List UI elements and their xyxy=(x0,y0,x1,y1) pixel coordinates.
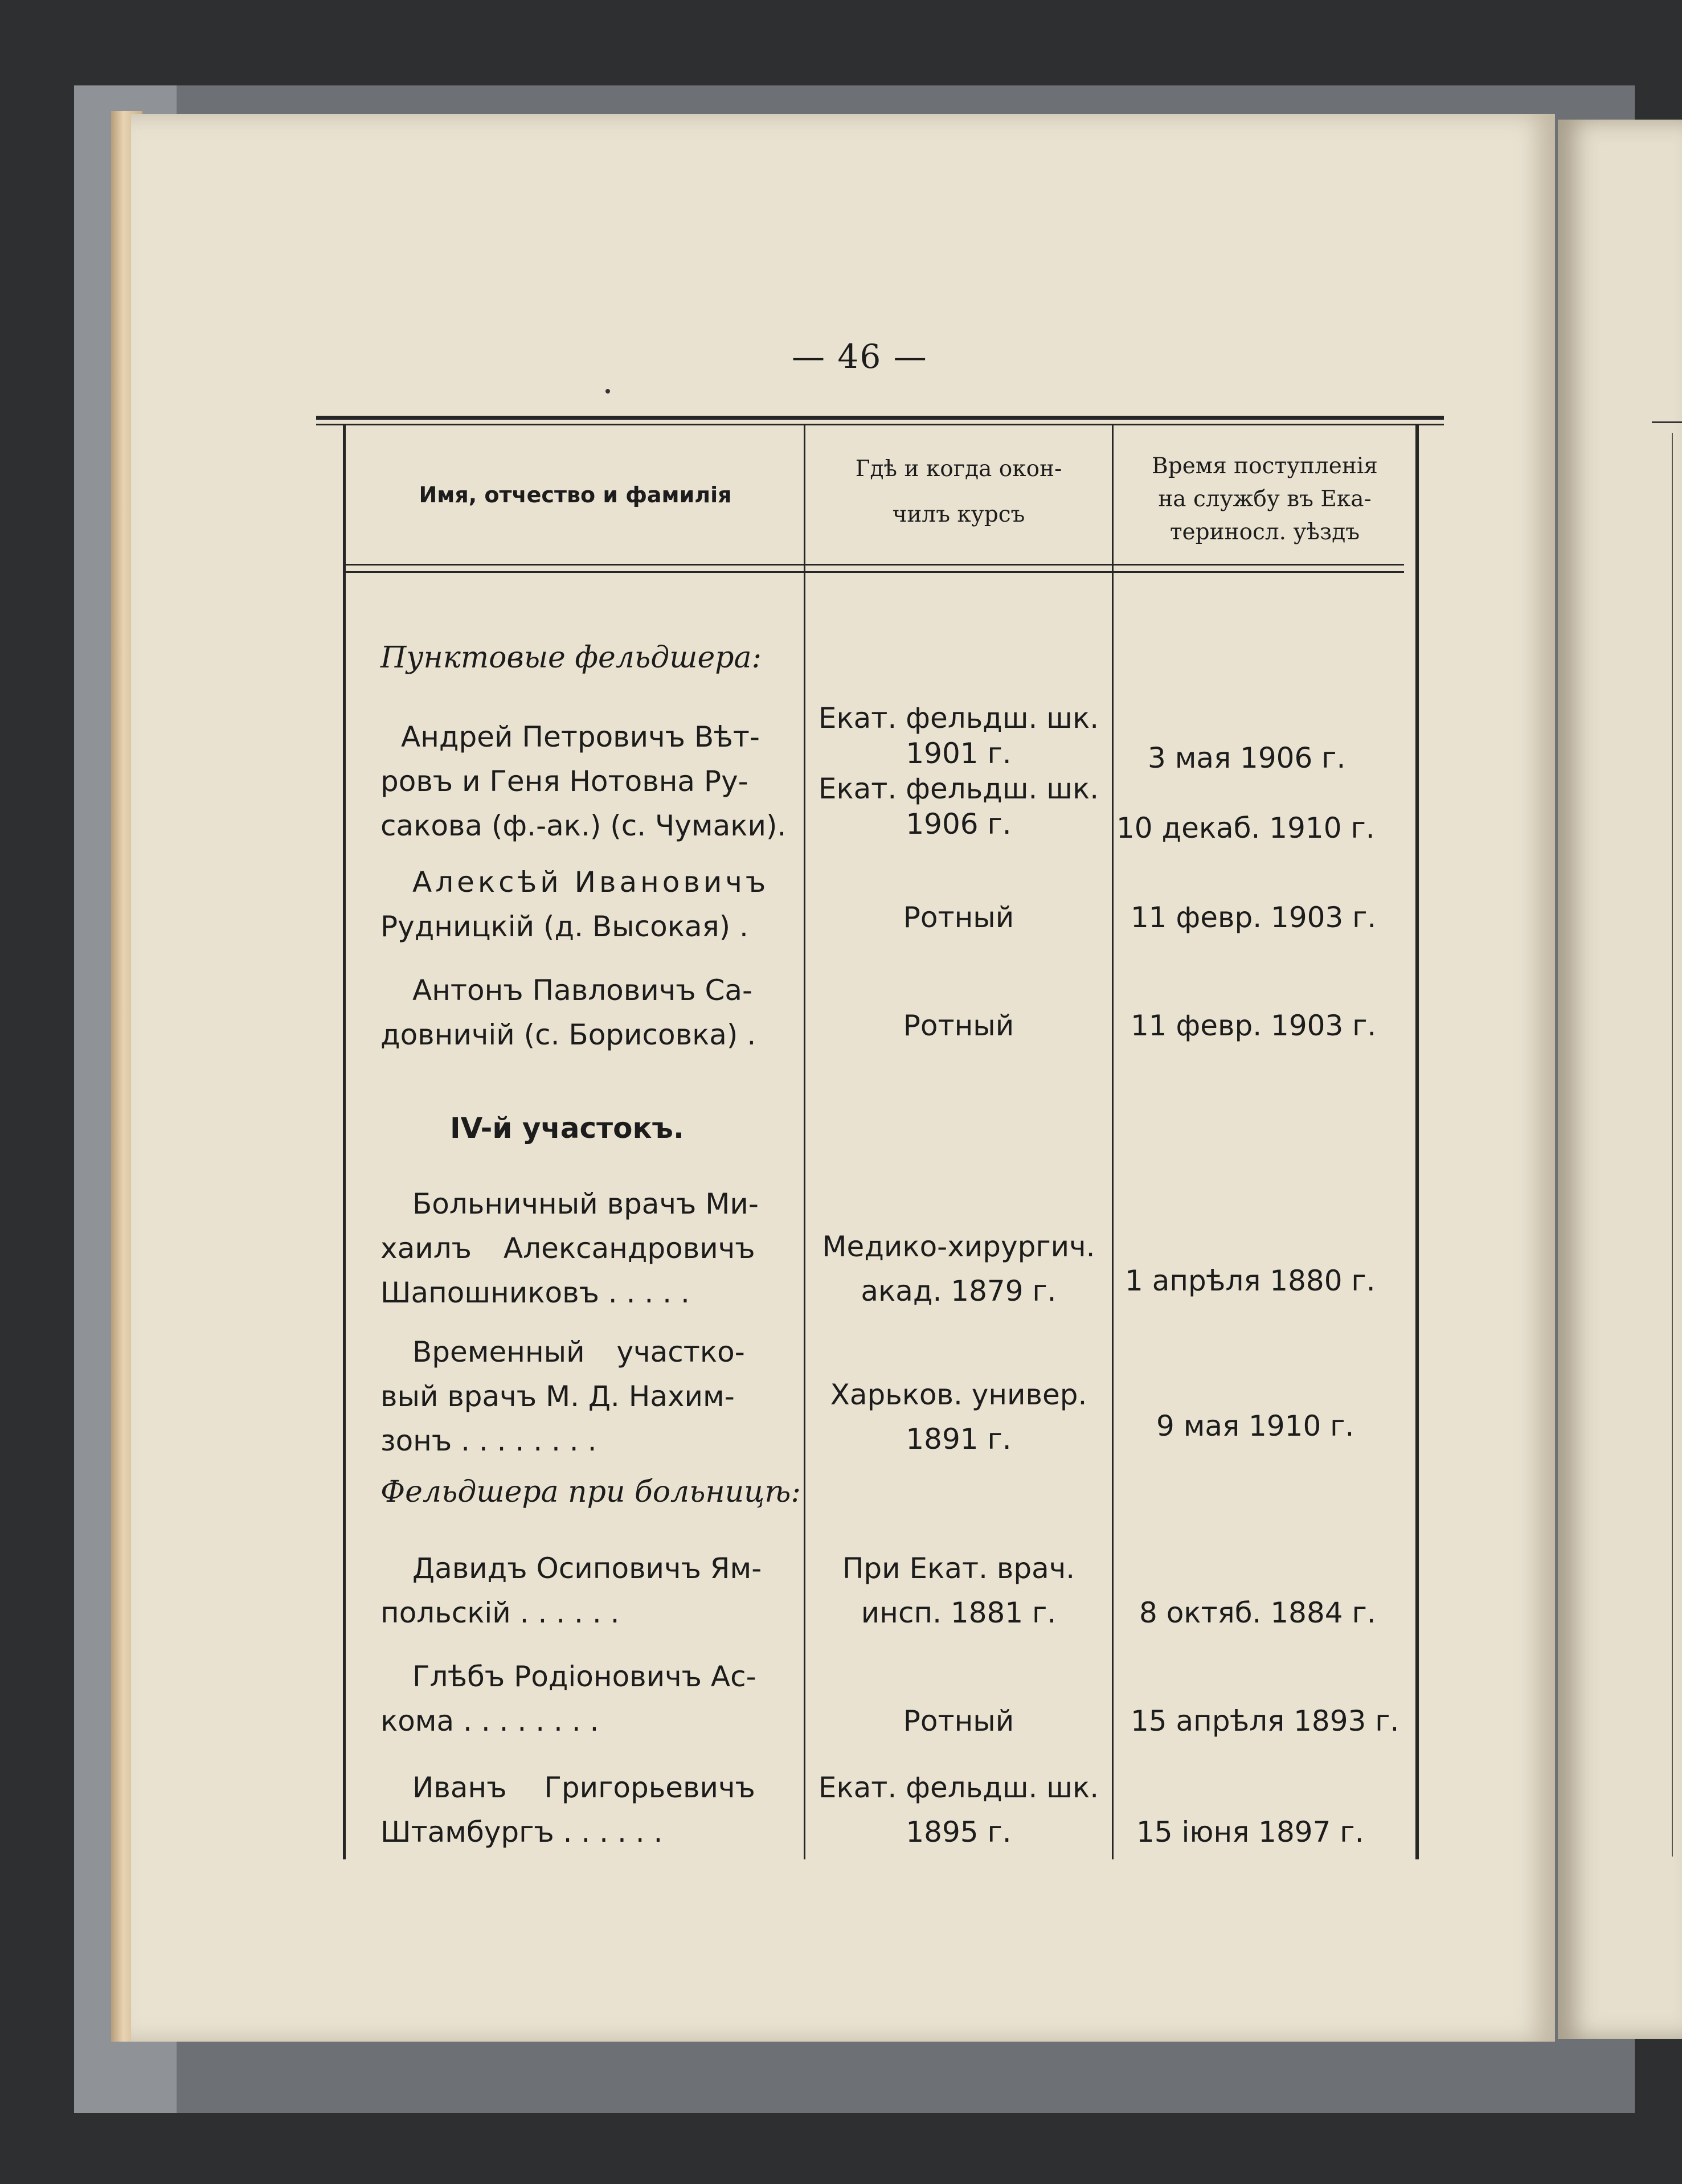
table-row-name: Андрей Петровичъ Вѣт- ровъ и Геня Нотовна Ру- сакова (ф.-ак.) (с. Чумаки). xyxy=(380,720,787,842)
table-row-name: Давидъ Осиповичъ Ям- польскій . . . . . . xyxy=(380,1552,762,1629)
facing-page-vline xyxy=(1672,433,1673,1857)
table-row-name: Антонъ Павловичъ Са- довничій (с. Борисовка) . xyxy=(380,974,756,1051)
table-top-rule-thick xyxy=(316,416,1444,420)
table-row-name: Временный участко- вый врачъ М. Д. Нахим- зонъ . . . . . . . . xyxy=(380,1335,745,1457)
ink-speck xyxy=(605,389,610,394)
table-row-date: 15 апрѣля 1893 г. xyxy=(1131,1704,1399,1738)
facing-page-rule xyxy=(1652,421,1682,423)
table-row-course: При Екат. врач. инсп. 1881 г. xyxy=(842,1552,1075,1629)
table-row-date: 8 октяб. 1884 г. xyxy=(1139,1596,1376,1629)
section-heading-hospital: Фельдшера при больницѣ: xyxy=(380,1475,801,1509)
column-divider-2 xyxy=(1112,424,1114,1859)
table-row-course: Ротный xyxy=(903,1704,1014,1738)
table-row-date: 1 апрѣля 1880 г. xyxy=(1125,1264,1376,1297)
header-date-column: Время поступленія на службу въ Ека- териносл. уѣздъ xyxy=(1152,453,1378,545)
section-heading-punkt: Пунктовые фельдшера: xyxy=(380,641,762,675)
table-row-date: 3 мая 1906 г. xyxy=(1148,741,1346,775)
section-heading-iv: IV-й участокъ. xyxy=(450,1112,684,1145)
page-number: — 46 — xyxy=(792,337,928,376)
table-row-name: Больничный врачъ Ми- хаилъ Александровичъ Шапошниковъ . . . . . xyxy=(380,1187,759,1309)
table-right-border xyxy=(1415,424,1419,1859)
header-rule-2 xyxy=(345,571,1404,573)
column-divider-1 xyxy=(804,424,805,1859)
table-left-border xyxy=(343,424,346,1859)
table-row-course: Ротный xyxy=(903,901,1014,934)
table-row-date: 9 мая 1910 г. xyxy=(1156,1409,1354,1443)
header-rule-1 xyxy=(345,564,1404,566)
facing-page xyxy=(1558,120,1682,2039)
table-row-date: 10 декаб. 1910 г. xyxy=(1116,812,1375,845)
table-row-date: 11 февр. 1903 г. xyxy=(1131,901,1377,934)
table-top-rule-thin xyxy=(316,424,1444,425)
header-name-column: Имя, отчество и фамилія xyxy=(419,482,732,507)
table-row-date: 11 февр. 1903 г. xyxy=(1131,1009,1377,1042)
table-row-name: Глѣбъ Родіоновичъ Ас- кома . . . . . . . . xyxy=(380,1660,756,1738)
table-row-date: 15 іюня 1897 г. xyxy=(1136,1816,1364,1849)
table-row-course: Екат. фельдш. шк. 1895 г. xyxy=(818,1771,1099,1849)
table-row-course: Ротный xyxy=(903,1009,1014,1042)
header-course-column: Гдѣ и когда окон- чилъ курсъ xyxy=(855,456,1062,527)
table-row-course: Медико-хирургич. акад. 1879 г. xyxy=(822,1230,1095,1308)
table-row-name: Иванъ Григорьевичъ Штамбургъ . . . . . . xyxy=(380,1771,755,1849)
table-row-course: Харьков. универ. 1891 г. xyxy=(830,1378,1087,1456)
table-row-course: Екат. фельдш. шк. 1901 г. Екат. фельдш. шк. 1906 г. xyxy=(818,702,1099,841)
table-row-name: Алексѣй Ивановичъ Рудницкій (д. Высокая) . xyxy=(380,866,770,943)
